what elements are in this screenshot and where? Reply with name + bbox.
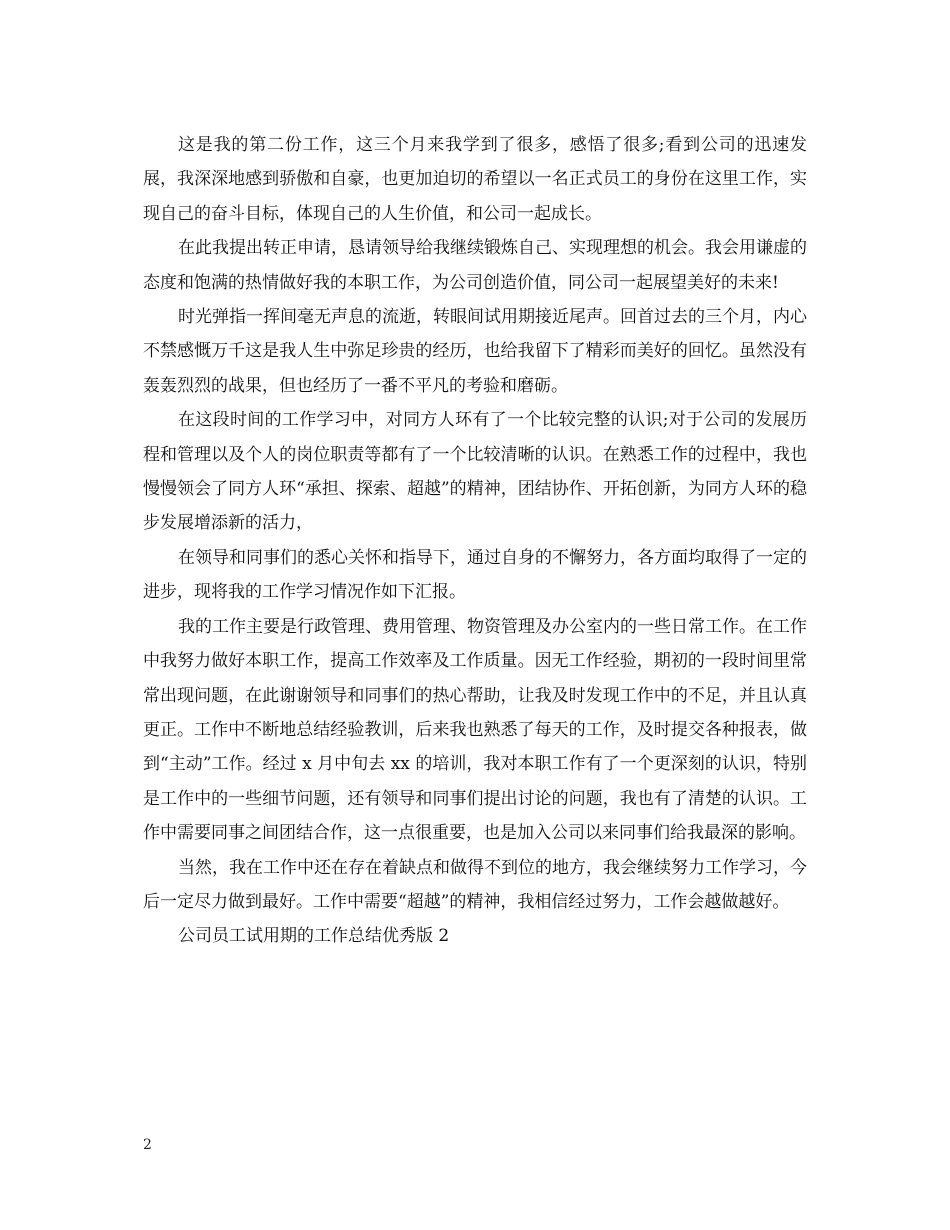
paragraph-report-intro: 在领导和同事们的悉心关怀和指导下，通过自身的不懈努力，各方面均取得了一定的进步，现将我的工作学习情况作如下汇报。 <box>143 547 807 603</box>
paragraph-work-content: 我的工作主要是行政管理、费用管理、物资管理及办公室内的一些日常工作。在工作中我努力做好本职工作，提高工作效率及工作质量。因无工作经验，期初的一段时间里常常出现问题，在此谢谢领导和同事们的热心帮助，让我及时发现工作中的不足，并且认真更正。工作中不断地总结经验教训，后来我也熟悉了每天的工作，及时提交各种报表，做到“主动”工作。经过 x 月中旬去 xx 的培训，我对本职工作有了一个更深刻的认识，特别是工作中的一些细节问题，还有领导和同事们提出讨论的问题，我也有了清楚的认识。工作中需要同事之间团结合作，这一点很重要，也是加入公司以来同事们给我最深的影响。 <box>143 616 807 844</box>
paragraph-probation-ending: 时光弹指一挥间毫无声息的流逝，转眼间试用期接近尾声。回首过去的三个月，内心不禁感慨万千这是我人生中弥足珍贵的经历，也给我留下了精彩而美好的回忆。虽然没有轰轰烈烈的战果，但也经历了一番不平凡的考验和磨砺。 <box>143 307 807 396</box>
section-heading-summary-2: 公司员工试用期的工作总结优秀版 2 <box>178 926 450 947</box>
paragraph-second-job: 这是我的第二份工作，这三个月来我学到了很多，感悟了很多;看到公司的迅速发展，我深深地感到骄傲和自豪，也更加迫切的希望以一名正式员工的身份在这里工作，实现自己的奋斗目标，体现自己的人生价值，和公司一起成长。 <box>143 135 807 224</box>
paragraph-company-understanding: 在这段时间的工作学习中，对同方人环有了一个比较完整的认识;对于公司的发展历程和管理以及个人的岗位职责等都有了一个比较清晰的认识。在熟悉工作的过程中，我也慢慢领会了同方人环“承担、探索、超越”的精神，团结协作、开拓创新，为同方人环的稳步发展增添新的活力， <box>143 410 807 534</box>
document-body <box>143 128 807 954</box>
paragraph-regularization-request: 在此我提出转正申请，恳请领导给我继续锻炼自己、实现理想的机会。我会用谦虚的态度和饱满的热情做好我的本职工作，为公司创造价值，同公司一起展望美好的未来! <box>143 238 807 293</box>
page-number: 2 <box>143 1137 152 1153</box>
paragraph-improvement: 当然，我在工作中还在存在着缺点和做得不到位的地方，我会继续努力工作学习，今后一定尽力做到最好。工作中需要“超越”的精神，我相信经过努力，工作会越做越好。 <box>143 857 807 912</box>
